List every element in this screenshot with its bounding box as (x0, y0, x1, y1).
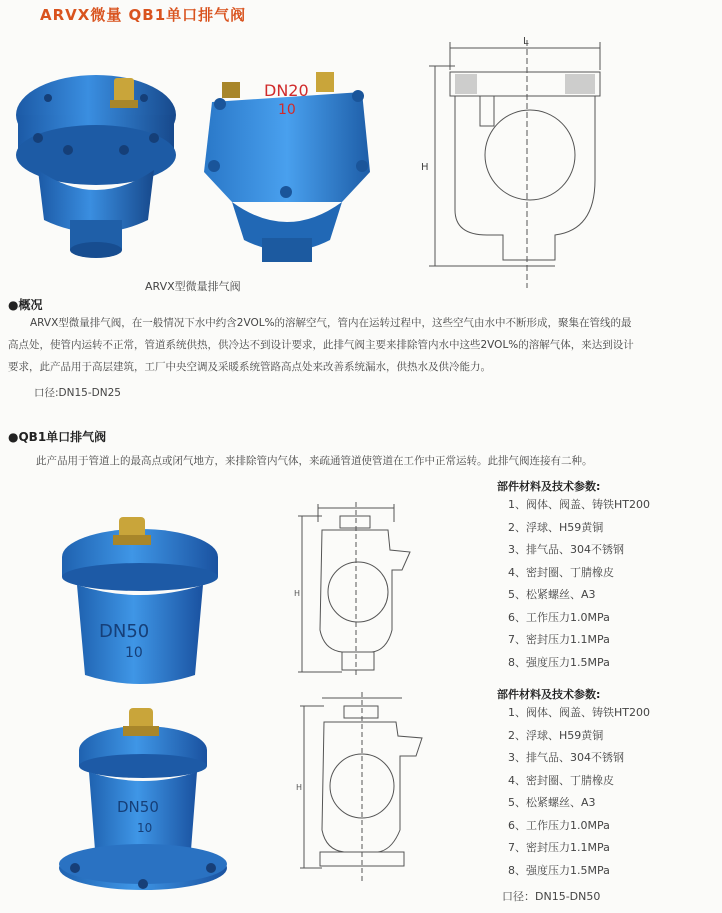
arvx-caption: ARVX型微量排气阀 (145, 280, 241, 293)
specs2-item: 1、阀体、阀盖、铸铁HT200 (508, 706, 650, 719)
specs1-item: 3、排气品、304不锈钢 (508, 543, 624, 556)
specs2-item: 6、工作压力1.0MPa (508, 818, 610, 832)
overview-line-3: 要求，此产品用于高层建筑，工厂中央空调及采暖系统管路高点处来改善系统漏水，供热水及供冷能力。 (8, 361, 491, 373)
specs1-item: 5、松紧螺丝、A3 (508, 588, 596, 601)
section-title-overview: ●概况 (8, 298, 43, 312)
specs2-item: 7、密封压力1.1MPa (508, 841, 610, 854)
specs1-list (508, 494, 650, 674)
specs1-item: 4、密封圈、丁腈橡皮 (508, 565, 614, 579)
arvx-valve-marking-pn: 10 (278, 102, 296, 118)
qb1-size-range: 口径：DN15-DN50 (502, 890, 601, 903)
qb1-threaded-drawing (292, 500, 427, 680)
specs1-item: 7、密封压力1.1MPa (508, 633, 610, 646)
qb1-flanged-drawing (292, 690, 452, 885)
specs2-item: 2、浮球、H59黄铜 (508, 728, 604, 742)
qb1-flanged-valve-photo (55, 700, 235, 900)
section-title-qb1: ●QB1单口排气阀 (8, 430, 107, 444)
page-title: ARVX微量 QB1单口排气阀 (40, 6, 247, 24)
specs1-item: 6、工作压力1.0MPa (508, 610, 610, 624)
specs1-item: 1、阀体、阀盖、铸铁HT200 (508, 498, 650, 511)
arvx-dim-H: H (421, 162, 429, 173)
qb1-valve1-marking-pn: 10 (125, 645, 143, 661)
specs2-item: 8、强度压力1.5MPa (508, 863, 610, 877)
qb1-description: 此产品用于管道上的最高点或闭气地方，来排除管内气体，来疏通管道使管道在工作中正常运转。此排气阀连接有二种。 (36, 455, 593, 467)
qb1-valve2-marking-pn: 10 (137, 821, 153, 835)
qb1-threaded-valve-photo (55, 505, 225, 690)
specs2-list (508, 702, 650, 882)
qb1-valve2-marking-dn: DN50 (117, 798, 159, 816)
specs1-item: 2、浮球、H59黄铜 (508, 520, 604, 534)
qb1-valve1-marking-dn: DN50 (99, 621, 150, 642)
arvx-size-range: 口径:DN15-DN25 (34, 387, 121, 399)
overview-line-1: ARVX型微量排气阀，在一般情况下水中约含2VOL%的溶解空气，管内在运转过程中，这些空气由水中不断形成，聚集在管线的最 (30, 317, 632, 329)
specs2-item: 5、松紧螺丝、A3 (508, 796, 596, 809)
overview-line-2: 高点处，使管内运转不正常，管道系统供热，供冷达不到设计要求，此排气阀主要来排除管内水中这些2VOL%的溶解气体，来达到设计 (8, 339, 634, 351)
specs2-item: 4、密封圈、丁腈橡皮 (508, 773, 614, 787)
arvx-dim-L: L (523, 36, 529, 47)
specs1-title: 部件材料及技术参数: (497, 480, 601, 493)
arvx-valve-photo-right (192, 62, 382, 272)
arvx-valve-photo-left (8, 60, 188, 270)
specs1-item: 8、强度压力1.5MPa (508, 655, 610, 669)
qb1-d2-dim-H: H (296, 783, 303, 792)
qb1-d1-dim-H: H (294, 589, 301, 598)
arvx-valve-marking-dn: DN20 (264, 81, 309, 100)
specs2-item: 3、排气品、304不锈钢 (508, 751, 624, 764)
arvx-technical-drawing (415, 30, 615, 292)
specs2-title: 部件材料及技术参数: (497, 688, 601, 701)
